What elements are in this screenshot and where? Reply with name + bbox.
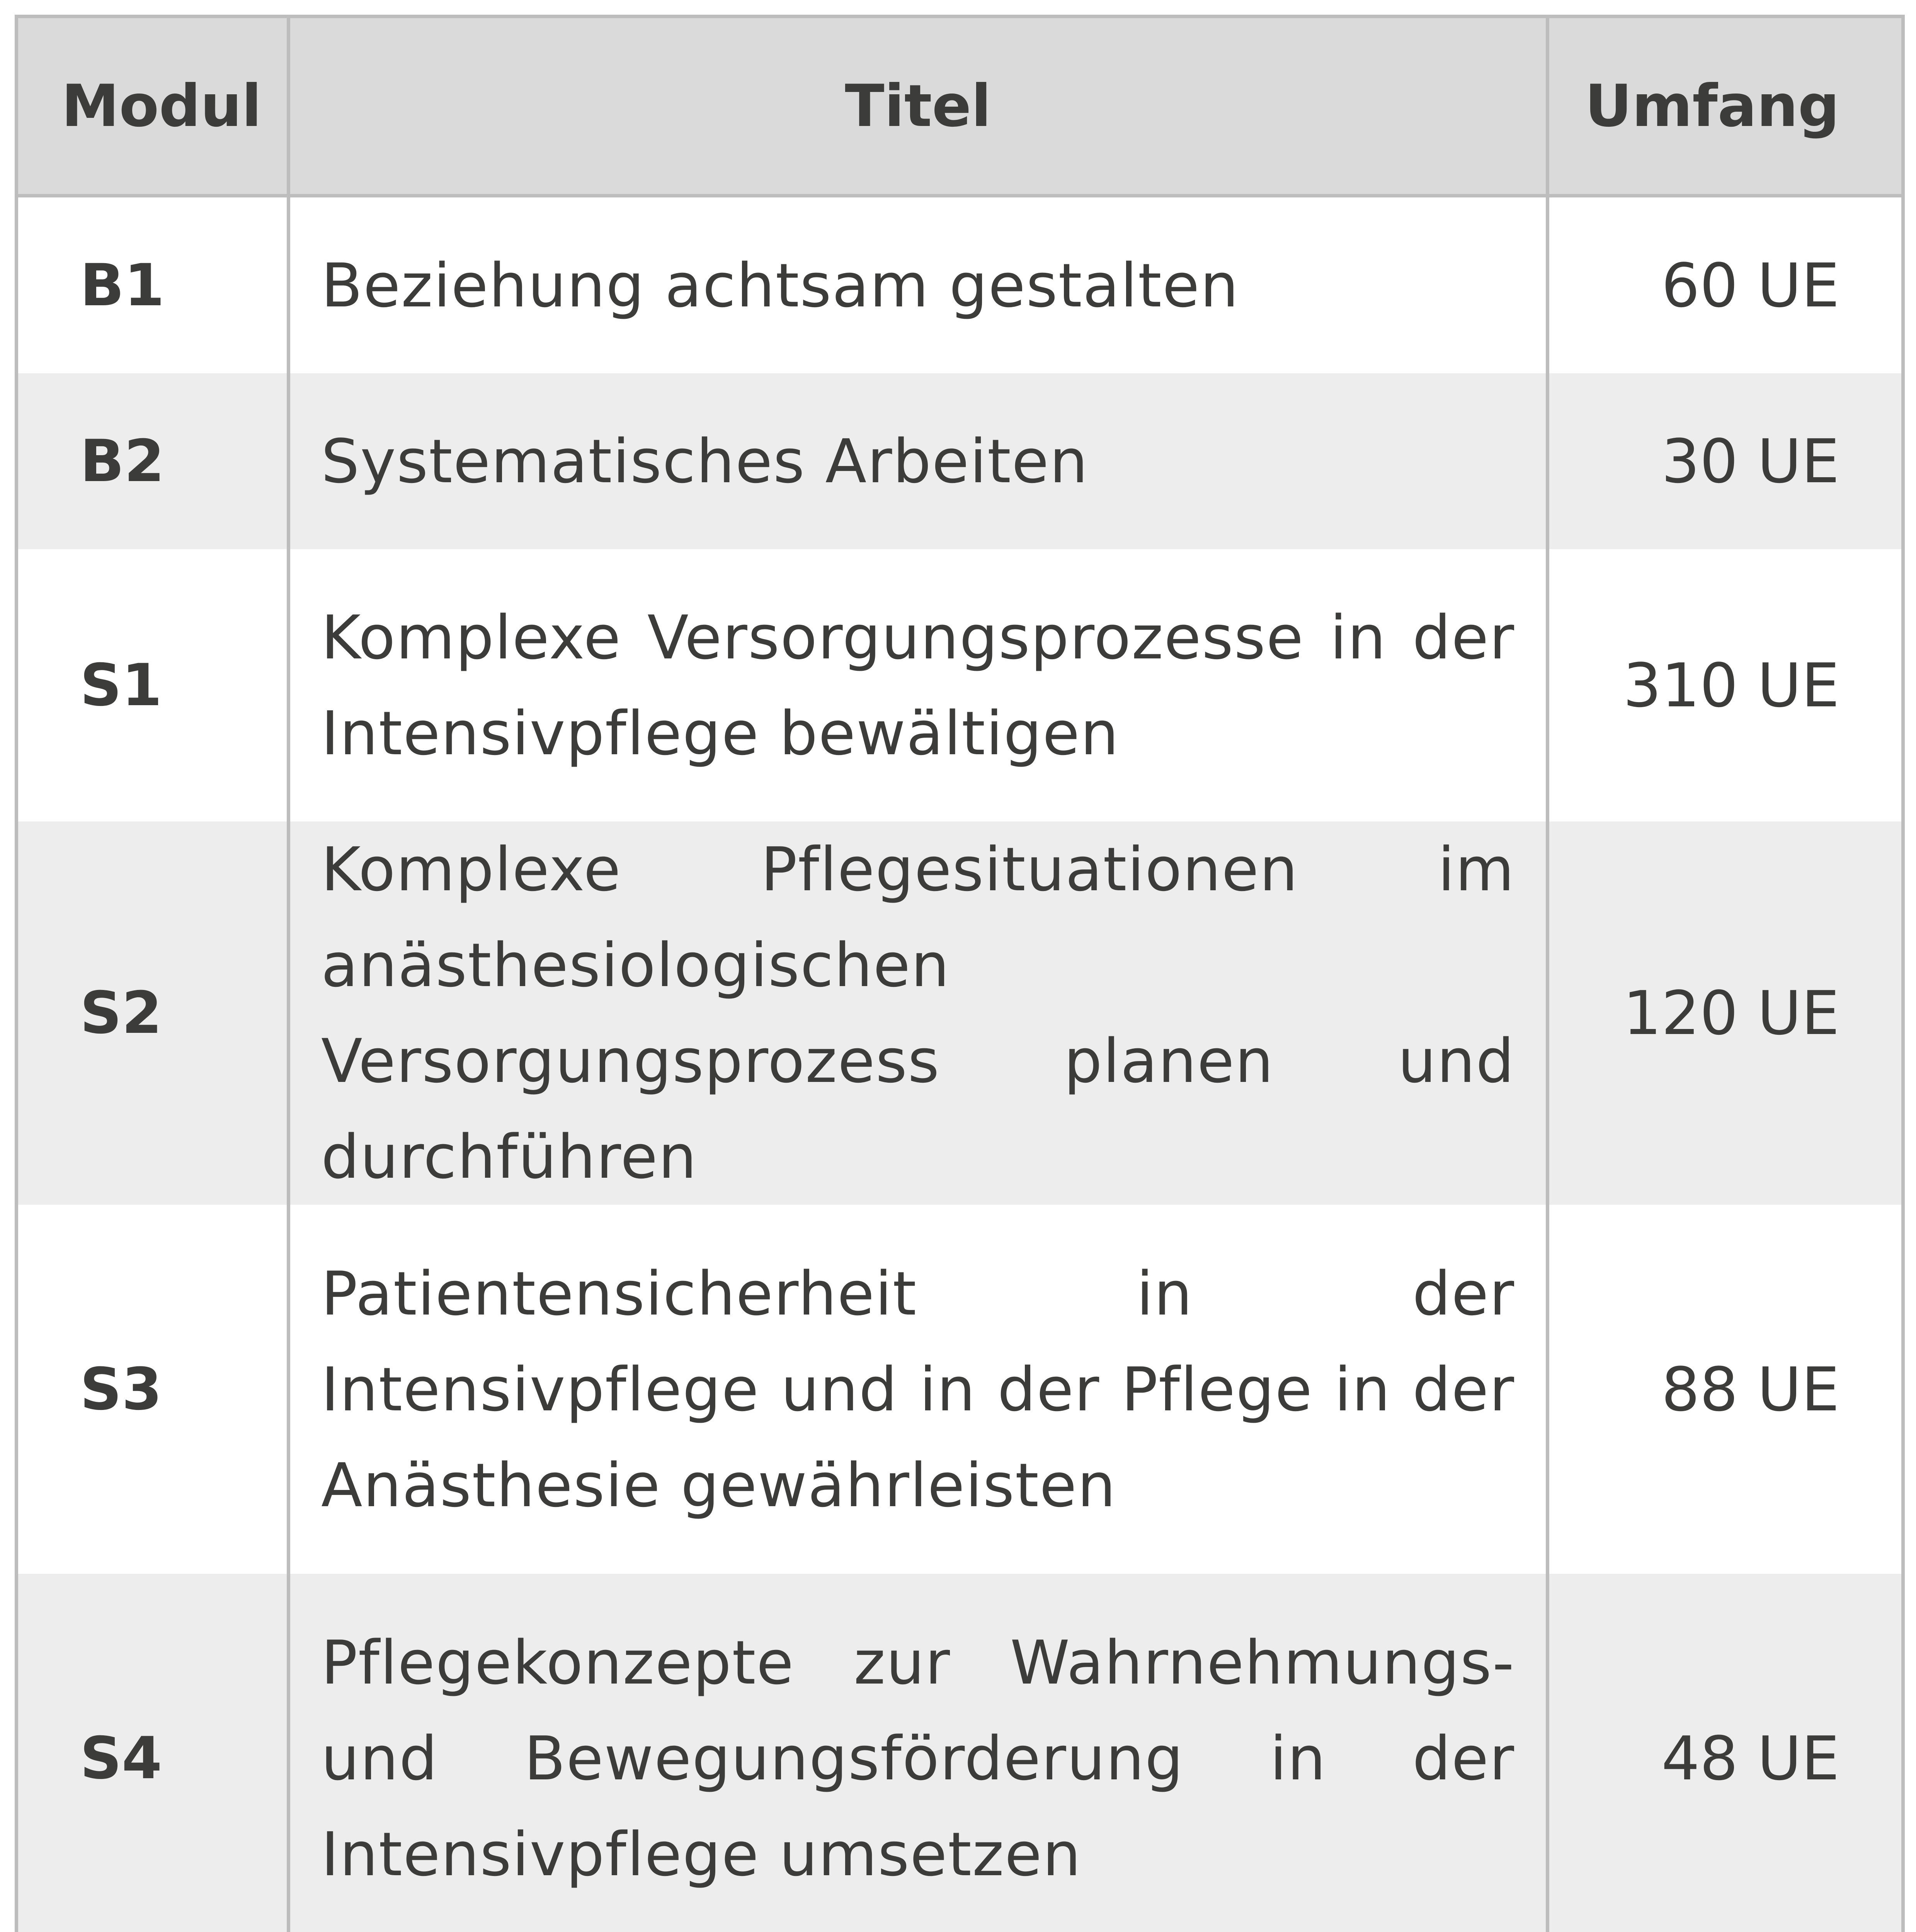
- header-umfang: Umfang: [1548, 17, 1903, 196]
- table-body: [17, 196, 1903, 1932]
- module-title: Komplexe Versorgungsprozesse in der Intensivpflege bewältigen: [289, 549, 1548, 821]
- module-title: Systematisches Arbeiten: [289, 373, 1548, 549]
- module-code: S2: [17, 821, 289, 1205]
- module-umfang: 120 UE: [1548, 821, 1903, 1205]
- module-umfang: 30 UE: [1548, 373, 1903, 549]
- module-title: Beziehung achtsam gestalten: [289, 196, 1548, 374]
- module-umfang: 48 UE: [1548, 1574, 1903, 1932]
- module-table: [15, 15, 1905, 1932]
- module-code: S4: [17, 1574, 289, 1932]
- module-umfang: 88 UE: [1548, 1205, 1903, 1574]
- module-code: S1: [17, 549, 289, 821]
- table-row: [17, 196, 1903, 374]
- module-title: Patientensicherheit in der Intensivpflege und in der Pflege in der Anästhesie gewährleisten: [289, 1205, 1548, 1574]
- module-title: Pflegekonzepte zur Wahrnehmungs- und Bewegungsförderung in der Intensivpflege umsetzen: [289, 1574, 1548, 1932]
- header-titel: Titel: [289, 17, 1548, 196]
- module-code: B1: [17, 196, 289, 374]
- table-row: [17, 1205, 1903, 1574]
- module-title: Komplexe Pflegesituationen im anästhesiologischen Versorgungsprozess planen und durchführen: [289, 821, 1548, 1205]
- module-umfang: 310 UE: [1548, 549, 1903, 821]
- table-row: [17, 821, 1903, 1205]
- table-row: [17, 549, 1903, 821]
- table-row: [17, 373, 1903, 549]
- module-code: B2: [17, 373, 289, 549]
- module-code: S3: [17, 1205, 289, 1574]
- table-header: [17, 17, 1903, 196]
- header-modul: Modul: [17, 17, 289, 196]
- header-row: [17, 17, 1903, 196]
- table-row: [17, 1574, 1903, 1932]
- module-umfang: 60 UE: [1548, 196, 1903, 374]
